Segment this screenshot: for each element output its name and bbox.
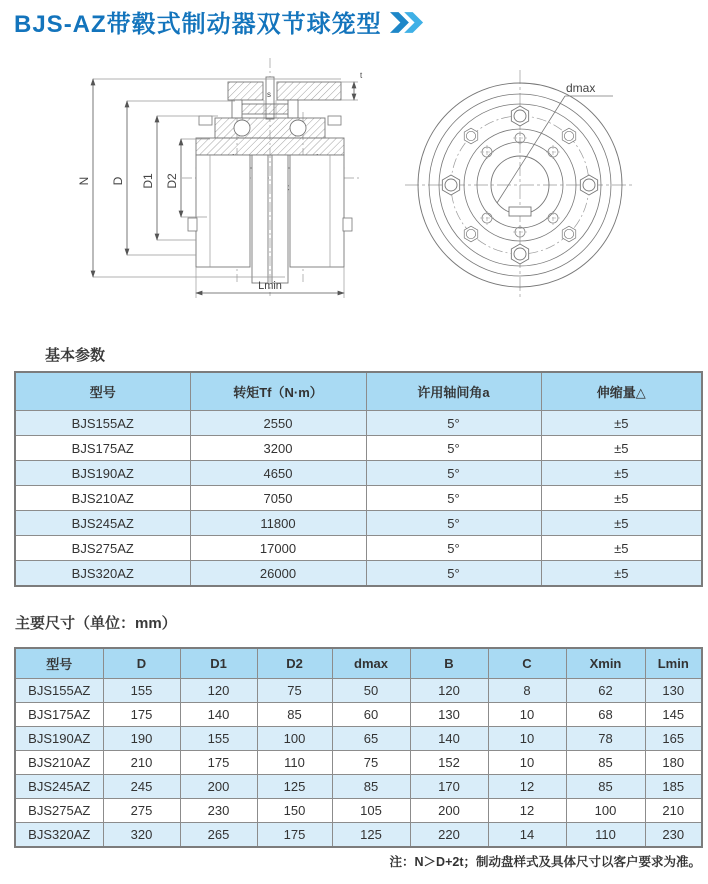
table-cell: ±5 [541,486,702,511]
table-cell: 75 [332,751,410,775]
table-row [15,703,702,727]
table-cell: 100 [257,727,332,751]
dim-label-d2: D2 [165,173,179,189]
section-heading-basic-params: 基本参数 [45,347,106,364]
table-cell: 85 [566,775,645,799]
page-title-text: BJS-AZ带毂式制动器双节球笼型 [14,11,382,38]
table-cell: 14 [488,823,566,848]
column-header: dmax [332,648,410,679]
table-cell: 245 [103,775,180,799]
table-cell: 26000 [190,561,366,587]
dim-label-d1: D1 [141,173,155,189]
table-cell: ±5 [541,536,702,561]
table-cell: BJS210AZ [15,486,190,511]
dim-label-lmin: Lmin [258,280,282,292]
table-cell: BJS245AZ [15,511,190,536]
table-row [15,536,702,561]
table-row [15,823,702,848]
table-row [15,461,702,486]
footnote: 注：N＞D+2t；制动盘样式及具体尺寸以客户要求为准。 [389,855,701,869]
table-cell: BJS275AZ [15,799,103,823]
table-cell: 100 [566,799,645,823]
table-row [15,727,702,751]
double-chevron-right-icon [390,12,424,33]
table-cell: 130 [410,703,488,727]
table-row [15,561,702,587]
table-cell: 2550 [190,411,366,436]
column-header: 型号 [15,372,190,411]
table-row [15,799,702,823]
table-cell: BJS320AZ [15,561,190,587]
column-header: B [410,648,488,679]
table-cell: 68 [566,703,645,727]
table-cell: BJS275AZ [15,536,190,561]
dim-label-s: s [267,90,271,99]
table-cell: ±5 [541,411,702,436]
drawing-canvas [0,50,708,320]
table-cell: ±5 [541,511,702,536]
table-cell: 5° [366,536,541,561]
column-header: 伸缩量△ [541,372,702,411]
table-cell: 140 [410,727,488,751]
column-header: 转矩Tf（N·m） [190,372,366,411]
table-cell: 120 [180,679,257,703]
table-cell: 12 [488,799,566,823]
basic-params-table [14,371,703,587]
table-cell: 7050 [190,486,366,511]
table-cell: 11800 [190,511,366,536]
dimensions-table [14,647,703,848]
table-cell: 220 [410,823,488,848]
technical-drawings [0,50,708,320]
section-heading-dimensions: 主要尺寸（单位：mm） [15,615,177,632]
table-cell: 145 [645,703,702,727]
table-cell: 5° [366,411,541,436]
table-cell: 155 [180,727,257,751]
table-cell: 275 [103,799,180,823]
table-cell: 200 [410,799,488,823]
drawing-side-view [77,58,363,298]
table-row [15,486,702,511]
table-cell: 185 [645,775,702,799]
table-cell: 85 [566,751,645,775]
table-cell: 190 [103,727,180,751]
table-cell: 120 [410,679,488,703]
table-cell: 110 [257,751,332,775]
column-header: D1 [180,648,257,679]
table-cell: 155 [103,679,180,703]
table-cell: BJS190AZ [15,727,103,751]
table-cell: BJS175AZ [15,703,103,727]
table-cell: BJS190AZ [15,461,190,486]
table-cell: 200 [180,775,257,799]
table-cell: 78 [566,727,645,751]
table-cell: ±5 [541,561,702,587]
table-cell: ±5 [541,436,702,461]
table-cell: 5° [366,461,541,486]
header-row [15,648,702,679]
table-cell: 265 [180,823,257,848]
dim-label-dmax: dmax [566,81,596,95]
table-cell: BJS210AZ [15,751,103,775]
table-cell: 10 [488,727,566,751]
table-row [15,411,702,436]
drawing-front-view [405,70,635,300]
table-row [15,511,702,536]
table-cell: 210 [103,751,180,775]
table-cell: 150 [257,799,332,823]
table-cell: 210 [645,799,702,823]
table-cell: 3200 [190,436,366,461]
column-header: D [103,648,180,679]
table-cell: 175 [103,703,180,727]
table-cell: 170 [410,775,488,799]
table-cell: 230 [645,823,702,848]
table-cell: BJS155AZ [15,411,190,436]
table-cell: 62 [566,679,645,703]
column-header: C [488,648,566,679]
table-cell: 175 [180,751,257,775]
table-cell: 180 [645,751,702,775]
column-header: 型号 [15,648,103,679]
table-cell: 230 [180,799,257,823]
table-row [15,436,702,461]
table-cell: 152 [410,751,488,775]
table-cell: 130 [645,679,702,703]
table-cell: 85 [332,775,410,799]
table-cell: 17000 [190,536,366,561]
table-cell: BJS320AZ [15,823,103,848]
table-cell: 110 [566,823,645,848]
table-cell: ±5 [541,461,702,486]
table-cell: 12 [488,775,566,799]
table-row [15,751,702,775]
table-row [15,679,702,703]
table-cell: 10 [488,751,566,775]
table-cell: 105 [332,799,410,823]
column-header: 许用轴间角a [366,372,541,411]
column-header: Lmin [645,648,702,679]
table-cell: 175 [257,823,332,848]
table-cell: BJS175AZ [15,436,190,461]
dim-label-n: N [77,176,91,186]
table-cell: 60 [332,703,410,727]
table-cell: 5° [366,561,541,587]
table-cell: 4650 [190,461,366,486]
table-row [15,775,702,799]
table-cell: BJS245AZ [15,775,103,799]
table-cell: 5° [366,436,541,461]
table-cell: 85 [257,703,332,727]
header-row [15,372,702,411]
table-cell: 125 [257,775,332,799]
dim-label-d: D [111,176,125,186]
table-cell: 5° [366,486,541,511]
page-title [14,4,424,39]
table-cell: BJS155AZ [15,679,103,703]
table-cell: 10 [488,703,566,727]
column-header: Xmin [566,648,645,679]
table-cell: 125 [332,823,410,848]
table-cell: 50 [332,679,410,703]
table-cell: 5° [366,511,541,536]
table-cell: 65 [332,727,410,751]
table-cell: 140 [180,703,257,727]
table-cell: 8 [488,679,566,703]
column-header: D2 [257,648,332,679]
table-cell: 320 [103,823,180,848]
table-cell: 165 [645,727,702,751]
dim-label-t: t [360,71,363,80]
table-cell: 75 [257,679,332,703]
